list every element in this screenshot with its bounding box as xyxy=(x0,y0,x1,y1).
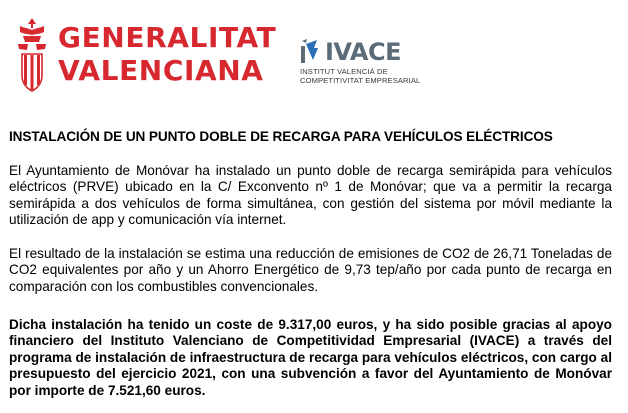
ivace-subtitle-line1: INSTITUT VALENCIÀ DE xyxy=(300,67,388,76)
ivace-wordmark xyxy=(300,38,412,64)
generalitat-valenciana-wordmark xyxy=(58,21,276,87)
coat-of-arms-icon xyxy=(14,16,50,92)
ivace-logo xyxy=(300,38,421,90)
logo-line-generalitat: GENERALITAT xyxy=(58,21,277,54)
logo-line-valenciana: VALENCIANA xyxy=(58,54,264,87)
ivace-lightning-icon xyxy=(300,38,326,64)
ivace-logo-text: IVACE xyxy=(325,38,401,66)
paragraph-funding: Dicha instalación ha tenido un coste de 9.317,00 euros, y ha sido posible gracias al apoyo financiero del Instituto Valenciano de Competitividad Empresarial (IVACE) a través del programa de instalación de infraestructura de recarga para vehículos eléctricos, con cargo al presupuesto del ejercicio 2021, con una subvención a favor del Ayuntamiento de Monóvar por importe de 7.521,60 euros. xyxy=(9,317,612,398)
document-title: INSTALACIÓN DE UN PUNTO DOBLE DE RECARGA PARA VEHÍCULOS ELÉCTRICOS xyxy=(9,129,553,144)
ivace-subtitle-line2: COMPETITIVITAT EMPRESARIAL xyxy=(300,76,421,85)
paragraph-results: El resultado de la instalación se estima una reducción de emisiones de CO2 de 26,71 Toneladas de CO2 equivalentes por año y un Ahorro Energético de 9,73 tep/año por cada punto de recarga en comparación con los combustibles convencionales. xyxy=(9,246,612,294)
generalitat-valenciana-logo xyxy=(14,14,276,94)
paragraph-installation: El Ayuntamiento de Monóvar ha instalado un punto doble de recarga semirápida para vehículos eléctricos (PRVE) ubicado en la C/ Exconvento nº 1 de Monóvar; que va a permitir la recarga semirápida a dos vehículos de forma simultánea, con gestión del sistema por móvil mediante la utilización de app y comunicación vía internet. xyxy=(9,163,612,228)
